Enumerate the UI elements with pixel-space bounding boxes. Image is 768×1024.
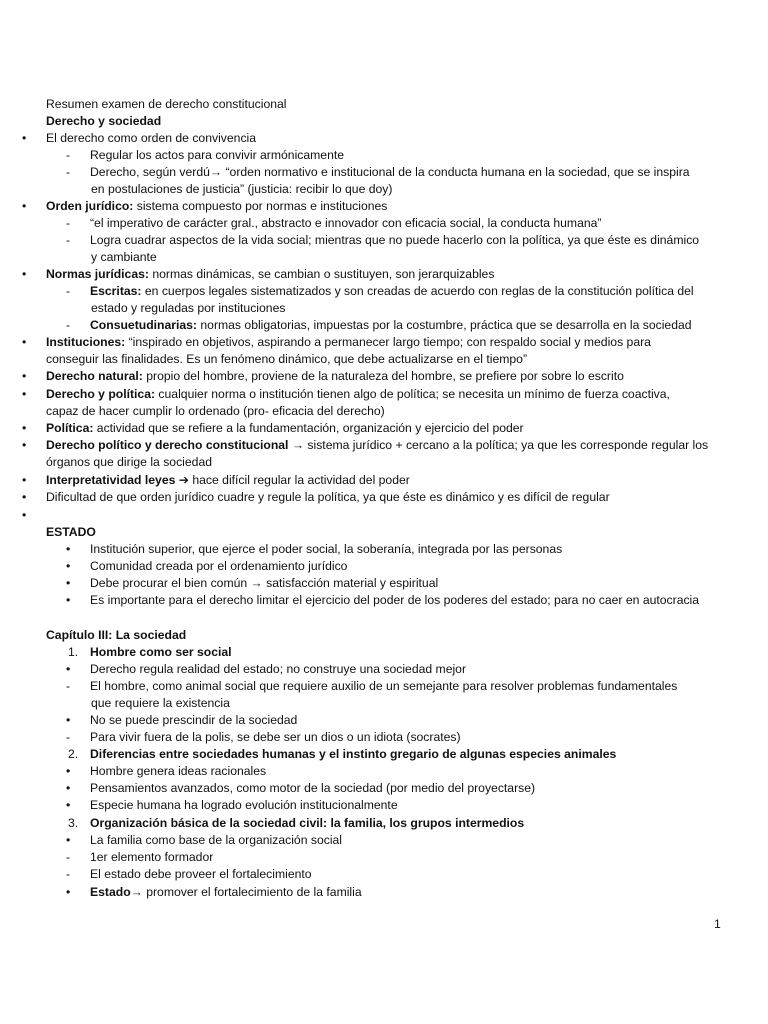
bold-term: Escritas: xyxy=(90,284,142,298)
line-content: propio del hombre, proviene de la naturaleza del hombre, se prefiere por sobre lo escrito xyxy=(142,369,624,383)
list-marker: - xyxy=(66,679,71,693)
line-content: La familia como base de la organización social xyxy=(90,833,343,847)
document-line xyxy=(0,386,768,403)
document-line xyxy=(0,627,768,644)
line-text xyxy=(46,627,186,644)
bold-term: Política: xyxy=(46,421,94,435)
line-text xyxy=(46,420,524,437)
document-line xyxy=(0,797,768,814)
bullet-marker: • xyxy=(22,438,27,452)
line-text xyxy=(90,661,466,678)
line-content: → promover el fortalecimiento de la familia xyxy=(130,885,362,899)
line-content: en cuerpos legales sistematizados y son creadas de acuerdo con reglas de la constitución política del xyxy=(141,284,694,298)
bullet-marker: • xyxy=(22,267,27,281)
line-content: “inspirado en objetivos, aspirando a permanecer largo tiempo; con respaldo social y medios para xyxy=(125,335,651,349)
line-content: órganos que dirige la sociedad xyxy=(46,455,213,469)
document-line xyxy=(0,147,768,164)
line-content: El hombre, como animal social que requiere auxilio de un semejante para resolver problemas fundamentales xyxy=(90,679,678,693)
document-line xyxy=(0,113,768,130)
document-line xyxy=(0,351,768,368)
line-text xyxy=(90,558,347,575)
line-content: Para vivir fuera de la polis, se debe ser un dios o un idiota (socrates) xyxy=(90,730,461,744)
document-line xyxy=(0,780,768,797)
bullet-marker: • xyxy=(66,798,71,812)
bullet-marker: • xyxy=(22,369,27,383)
list-marker: - xyxy=(66,850,71,864)
line-content: Especie humana ha logrado evolución institucionalmente xyxy=(90,798,398,812)
document-line xyxy=(0,763,768,780)
line-text xyxy=(46,472,410,489)
line-content: “el imperativo de carácter gral., abstracto e innovador con eficacia social, la conducta humana” xyxy=(90,216,602,230)
list-marker: 2. xyxy=(68,747,79,761)
line-text xyxy=(90,780,535,797)
line-text xyxy=(90,644,232,661)
line-content: sistema compuesto por normas e instituciones xyxy=(133,199,388,213)
document-line xyxy=(0,198,768,215)
bullet-marker: • xyxy=(66,833,71,847)
document-line xyxy=(0,678,768,695)
bullet-marker: • xyxy=(22,508,27,522)
document-line xyxy=(0,832,768,849)
bold-term: Derecho natural: xyxy=(46,369,143,383)
line-text xyxy=(46,198,387,215)
bold-term: Derecho y política: xyxy=(46,387,156,401)
line-content: Dificultad de que orden jurídico cuadre y regule la política, ya que éste es dinámico y es difícil de regular xyxy=(46,490,610,504)
bullet-marker: • xyxy=(66,559,71,573)
document-line xyxy=(0,541,768,558)
bullet-marker: • xyxy=(66,593,71,607)
line-content: Resumen examen de derecho constitucional xyxy=(46,97,287,111)
line-content: Derecho, según verdú→ “orden normativo e institucional de la conducta humana en la sociedad, que se inspira xyxy=(90,165,690,179)
document-line xyxy=(0,884,768,901)
line-text xyxy=(46,437,708,454)
list-marker: - xyxy=(66,284,71,298)
line-content: actividad que se refiere a la fundamentación, organización y ejercicio del poder xyxy=(93,421,524,435)
line-content: Debe procurar el bien común → satisfacción material y espiritual xyxy=(90,576,439,590)
bold-term: ESTADO xyxy=(46,525,96,539)
line-text xyxy=(90,317,692,334)
document-line xyxy=(0,96,768,113)
bullet-marker: • xyxy=(66,713,71,727)
line-text xyxy=(46,368,624,385)
line-content: normas obligatorias, impuestas por la costumbre, práctica que se desarrolla en la sociedad xyxy=(197,318,692,332)
line-content: Es importante para el derecho limitar el ejercicio del poder de los poderes del estado; para no caer en autocracia xyxy=(90,593,700,607)
document-line xyxy=(0,403,768,420)
line-content: ➔ hace difícil regular la actividad del poder xyxy=(175,473,410,487)
line-text xyxy=(90,164,690,181)
list-marker: - xyxy=(66,148,71,162)
line-content: en postulaciones de justicia” (justicia: recibir lo que doy) xyxy=(91,182,393,196)
document-line xyxy=(0,866,768,883)
line-text xyxy=(91,300,285,317)
document-line xyxy=(0,249,768,266)
line-text xyxy=(90,541,562,558)
bold-term: Derecho político y derecho constitucional xyxy=(46,438,289,452)
line-text xyxy=(91,249,157,266)
bold-term: Hombre como ser social xyxy=(90,645,232,659)
line-text xyxy=(90,884,362,901)
line-text xyxy=(90,283,694,300)
document-line xyxy=(0,661,768,678)
page-number: 1 xyxy=(714,917,721,931)
line-text xyxy=(90,232,699,249)
bullet-marker: • xyxy=(22,131,27,145)
document-line xyxy=(0,420,768,437)
list-marker: 3. xyxy=(68,816,79,830)
line-content: No se puede prescindir de la sociedad xyxy=(90,713,298,727)
document-line xyxy=(0,746,768,763)
document-line xyxy=(0,524,768,541)
line-text xyxy=(46,113,161,130)
line-content: conseguir las finalidades. Es un fenómeno dinámico, que debe actualizarse en el tiempo” xyxy=(46,352,528,366)
line-text xyxy=(46,524,96,541)
bold-term: Diferencias entre sociedades humanas y el instinto gregario de algunas especies animales xyxy=(90,747,617,761)
document-line xyxy=(0,575,768,592)
document-line xyxy=(0,592,768,609)
list-marker: - xyxy=(66,867,71,881)
bullet-marker: • xyxy=(22,199,27,213)
line-text xyxy=(90,147,344,164)
document-line xyxy=(0,729,768,746)
line-text xyxy=(90,592,699,609)
line-text xyxy=(46,266,494,283)
line-content: Institución superior, que ejerce el poder social, la soberanía, integrada por las personas xyxy=(90,542,563,556)
line-content: Regular los actos para convivir armónicamente xyxy=(90,148,345,162)
line-text xyxy=(90,763,266,780)
line-text xyxy=(46,403,385,420)
bullet-marker: • xyxy=(66,576,71,590)
document-line xyxy=(0,507,768,524)
document-line xyxy=(0,815,768,832)
list-marker: - xyxy=(66,165,71,179)
line-text xyxy=(46,351,527,368)
line-text xyxy=(46,454,212,471)
line-text xyxy=(90,849,213,866)
line-content: que requiere la existencia xyxy=(91,696,230,710)
document-line xyxy=(0,695,768,712)
bullet-marker: • xyxy=(22,421,27,435)
line-content: Derecho regula realidad del estado; no construye una sociedad mejor xyxy=(90,662,467,676)
bold-term: Interpretatividad leyes xyxy=(46,473,176,487)
line-content: El estado debe proveer el fortalecimiento xyxy=(90,867,312,881)
bullet-marker: • xyxy=(22,473,27,487)
line-content: El derecho como orden de convivencia xyxy=(46,131,257,145)
document-line xyxy=(0,454,768,471)
document-line xyxy=(0,317,768,334)
line-content: Comunidad creada por el ordenamiento jurídico xyxy=(90,559,348,573)
document-line xyxy=(0,558,768,575)
bold-term: Orden jurídico: xyxy=(46,199,134,213)
bold-term: Instituciones: xyxy=(46,335,126,349)
line-text xyxy=(90,866,312,883)
bullet-marker: • xyxy=(22,490,27,504)
line-content: → sistema jurídico + cercano a la política; ya que les corresponde regular los xyxy=(288,438,709,452)
line-text xyxy=(90,746,616,763)
line-text xyxy=(46,130,256,147)
line-text xyxy=(46,96,287,113)
document-line xyxy=(0,164,768,181)
document-line xyxy=(0,300,768,317)
line-content: Hombre genera ideas racionales xyxy=(90,764,267,778)
bold-term: Normas jurídicas: xyxy=(46,267,149,281)
list-marker: - xyxy=(66,216,71,230)
bold-term: Derecho y sociedad xyxy=(46,114,162,128)
document-line xyxy=(0,644,768,661)
line-text xyxy=(90,832,342,849)
document-line xyxy=(0,283,768,300)
document-line xyxy=(0,849,768,866)
line-text xyxy=(46,334,651,351)
line-content: capaz de hacer cumplir lo ordenado (pro- eficacia del derecho) xyxy=(46,404,385,418)
document-line xyxy=(0,472,768,489)
line-text xyxy=(46,489,610,506)
line-text xyxy=(90,797,398,814)
document-line xyxy=(0,215,768,232)
list-marker: - xyxy=(66,233,71,247)
document-line xyxy=(0,232,768,249)
line-text xyxy=(90,712,297,729)
bullet-marker: • xyxy=(66,885,71,899)
list-marker: 1. xyxy=(68,645,79,659)
document-line xyxy=(0,368,768,385)
bullet-marker: • xyxy=(66,781,71,795)
bullet-marker: • xyxy=(22,335,27,349)
document-line xyxy=(0,266,768,283)
line-text xyxy=(90,815,524,832)
document-line xyxy=(0,489,768,506)
bold-term: Organización básica de la sociedad civil: la familia, los grupos intermedios xyxy=(90,816,525,830)
line-text xyxy=(90,729,461,746)
document-line xyxy=(0,181,768,198)
document-line xyxy=(0,712,768,729)
line-content: y cambiante xyxy=(91,250,157,264)
document-line xyxy=(0,334,768,351)
bullet-marker: • xyxy=(66,662,71,676)
bold-term: Capítulo III: La sociedad xyxy=(46,628,187,642)
line-content: estado y reguladas por instituciones xyxy=(91,301,286,315)
line-content: normas dinámicas, se cambian o sustituyen, son jerarquizables xyxy=(148,267,495,281)
document-line xyxy=(0,437,768,454)
bold-term: Estado xyxy=(90,885,131,899)
document-line xyxy=(0,130,768,147)
bullet-marker: • xyxy=(22,387,27,401)
line-content: 1er elemento formador xyxy=(90,850,214,864)
bold-term: Consuetudinarias: xyxy=(90,318,197,332)
line-content: Pensamientos avanzados, como motor de la sociedad (por medio del proyectarse) xyxy=(90,781,536,795)
bullet-marker: • xyxy=(66,542,71,556)
line-text xyxy=(91,695,230,712)
list-marker: - xyxy=(66,730,71,744)
line-text xyxy=(90,215,601,232)
line-text xyxy=(90,575,438,592)
line-text xyxy=(90,678,677,695)
line-text xyxy=(91,181,392,198)
line-content: cualquier norma o institución tienen algo de política; se necesita un mínimo de fuerza coactiva, xyxy=(155,387,670,401)
line-text xyxy=(46,386,670,403)
list-marker: - xyxy=(66,318,71,332)
line-content: Logra cuadrar aspectos de la vida social; mientras que no puede hacerlo con la política, ya que éste es dinámico xyxy=(90,233,700,247)
bullet-marker: • xyxy=(66,764,71,778)
